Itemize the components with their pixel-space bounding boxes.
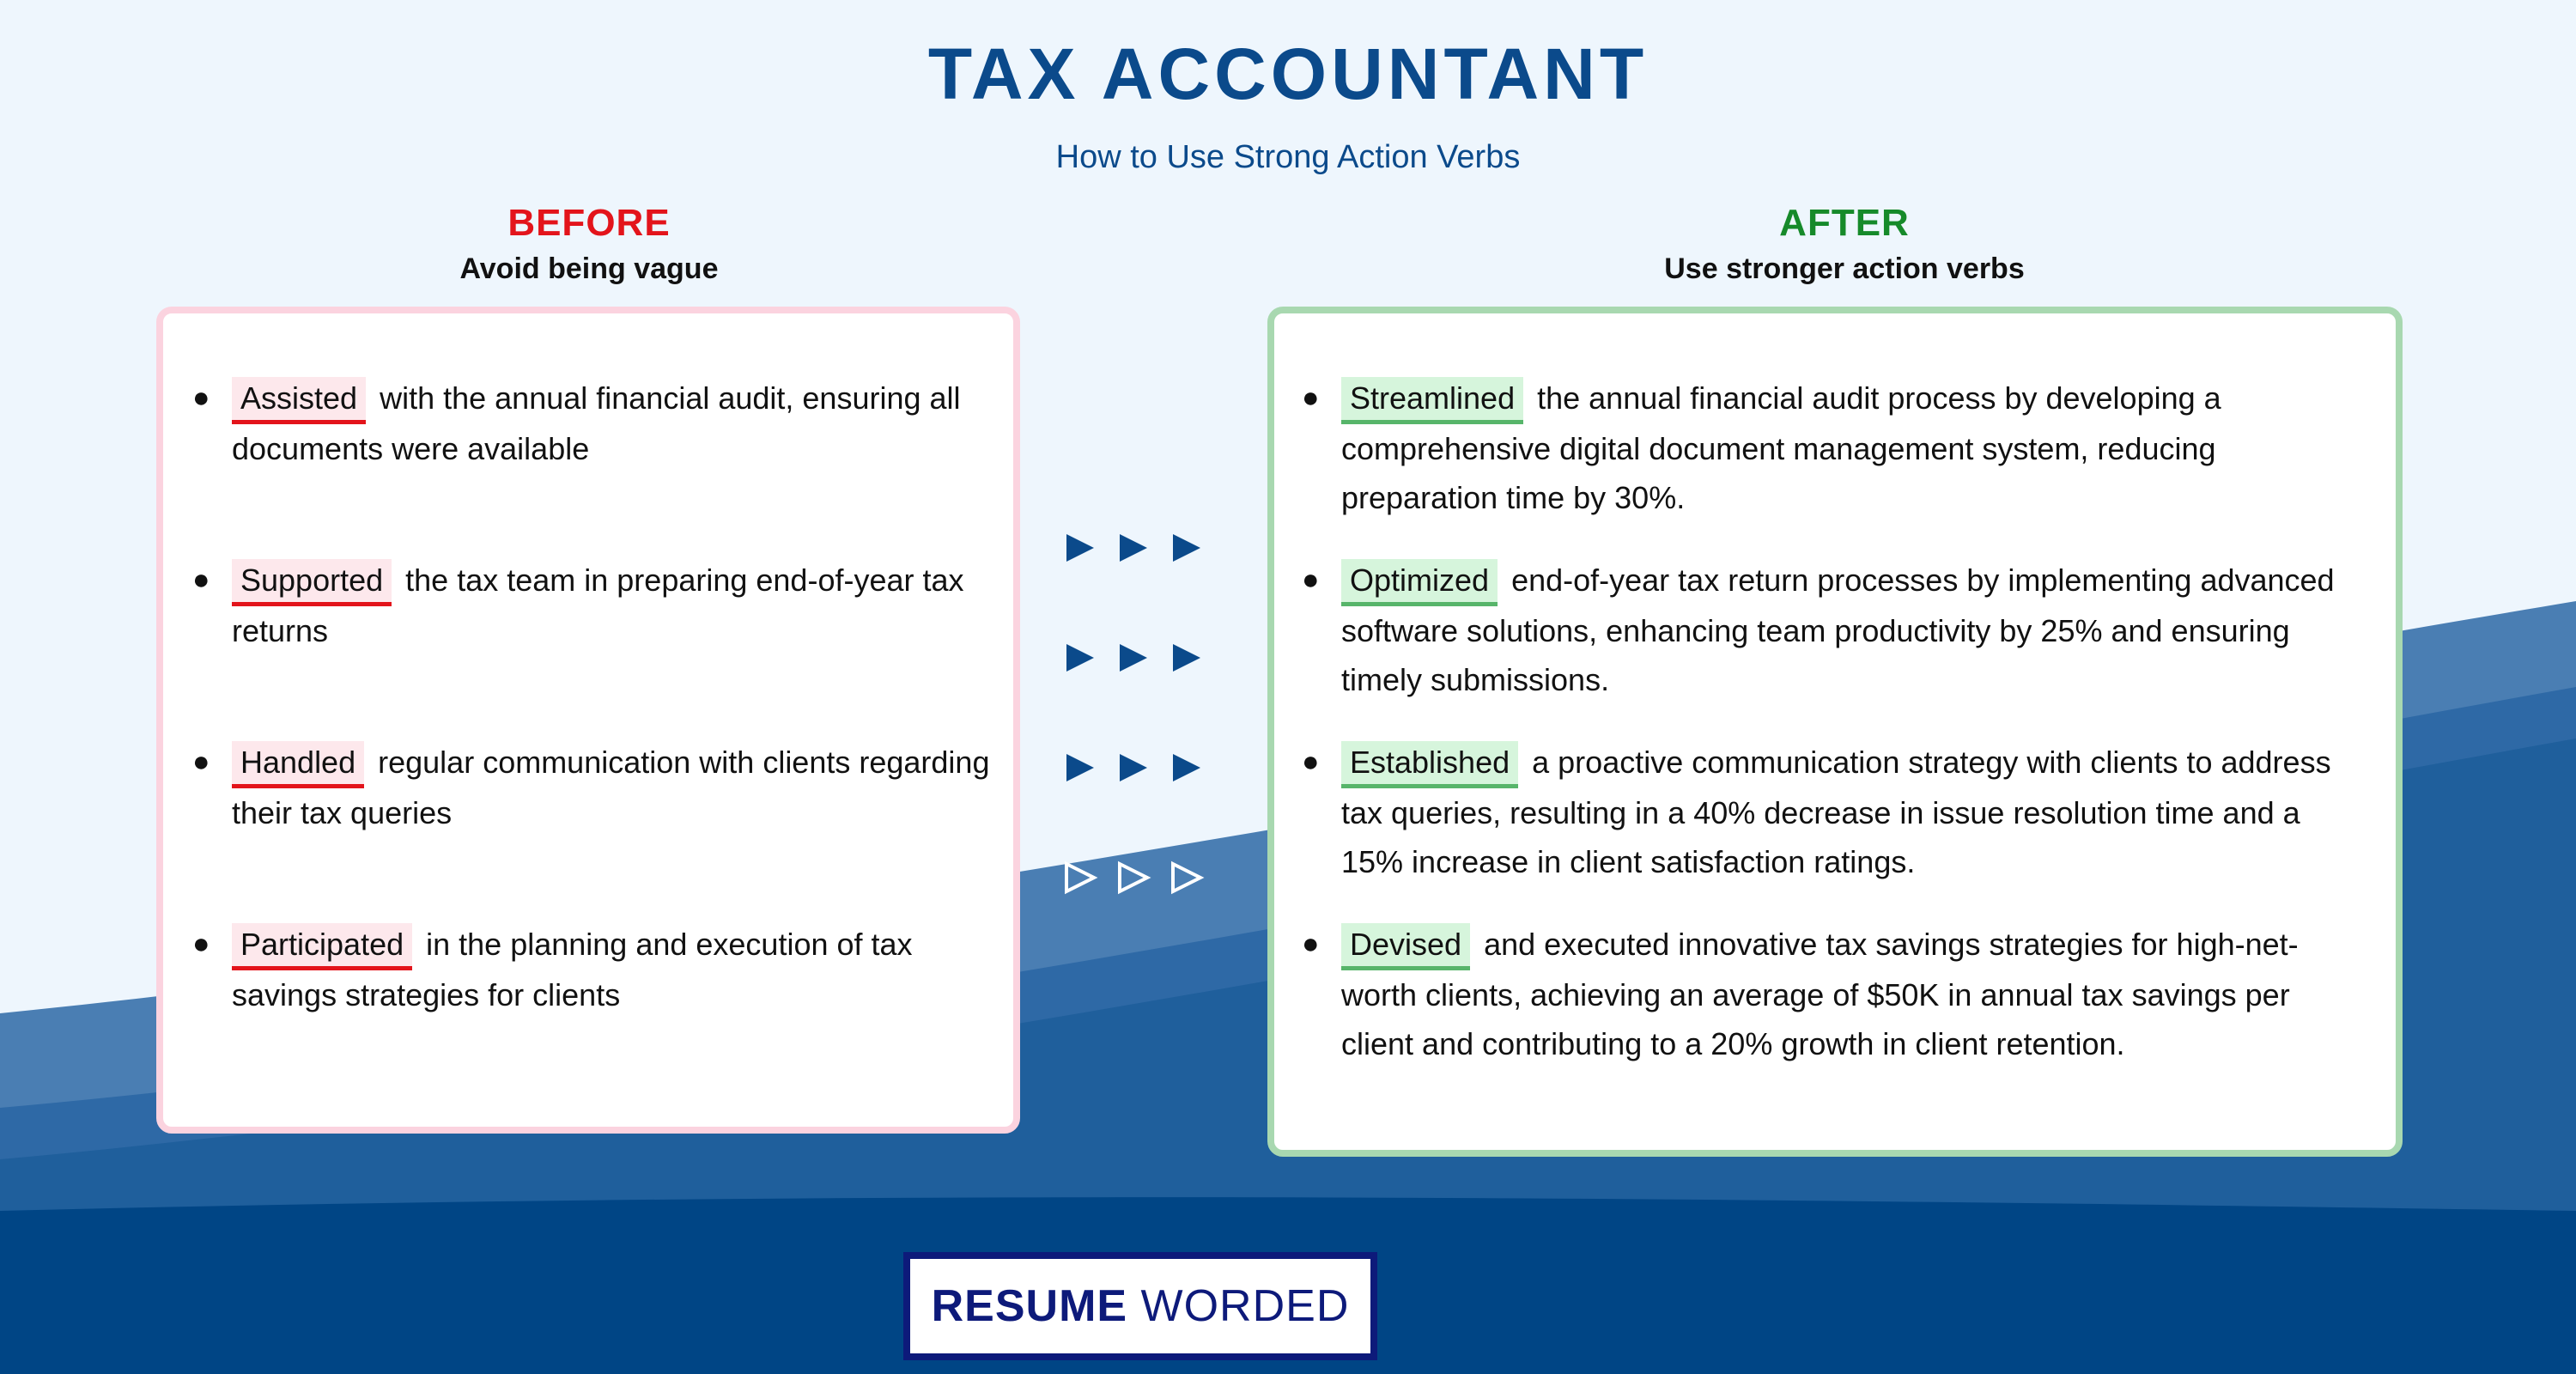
resume-worded-logo (903, 1252, 1377, 1360)
list-item (1302, 374, 2358, 522)
bullet: ● (1302, 381, 1320, 414)
list-item (1302, 738, 2358, 886)
triangle-arrow-outline-icon (1173, 864, 1200, 891)
after-header (1415, 204, 2274, 283)
triangle-arrow-icon (1173, 534, 1200, 562)
triangle-arrow-icon (1173, 754, 1200, 781)
triangle-arrow-icon (1120, 644, 1147, 672)
weak-verb: Supported (232, 559, 392, 606)
weak-verb: Participated (232, 923, 412, 970)
after-label: AFTER (1779, 202, 1910, 244)
item-text: with the annual financial audit, ensuring all documents were available (232, 380, 961, 466)
strong-verb: Optimized (1341, 559, 1498, 606)
triangle-arrow-icon (1120, 754, 1147, 781)
page-title: TAX ACCOUNTANT (927, 33, 1649, 114)
triangle-arrow-icon (1173, 644, 1200, 672)
after-panel (1267, 307, 2403, 1157)
triangle-arrow-icon (1066, 754, 1094, 781)
bullet: ● (192, 563, 210, 596)
strong-verb: Streamlined (1341, 377, 1523, 424)
triangle-arrow-icon (1066, 534, 1094, 562)
item-text: a proactive communication strategy with clients to address tax queries, resulting in a 40% decrease in issue resolution time and a 15% increase in client satisfaction ratings. (1341, 745, 2331, 879)
list-item (1302, 556, 2358, 704)
list-item (192, 556, 991, 655)
bullet: ● (192, 381, 210, 414)
list-item (192, 920, 991, 1019)
item-text: in the planning and execution of tax savings strategies for clients (232, 927, 913, 1012)
triangle-arrow-icon (1120, 534, 1147, 562)
arrow-group (1063, 751, 1209, 785)
list-item (192, 374, 991, 473)
bullet: ● (192, 927, 210, 960)
before-panel (156, 307, 1020, 1134)
bullet: ● (1302, 745, 1320, 778)
weak-verb: Handled (232, 741, 364, 788)
arrow-group (1063, 641, 1209, 675)
after-sublabel: Use stronger action verbs (1664, 252, 2025, 285)
strong-verb: Devised (1341, 923, 1470, 970)
item-text: the tax team in preparing end-of-year tax returns (232, 562, 964, 648)
strong-verb: Established (1341, 741, 1518, 788)
logo-bold-text: RESUME (931, 1281, 1128, 1331)
triangle-arrow-outline-icon (1120, 864, 1147, 891)
before-header (160, 204, 1018, 283)
item-text: the annual financial audit process by developing a comprehensive digital document management system, reducing preparation time by 30%. (1341, 380, 2221, 515)
item-text: regular communication with clients regarding their tax queries (232, 745, 990, 830)
before-label: BEFORE (507, 202, 671, 244)
bullet: ● (1302, 927, 1320, 960)
logo-light-text: WORDED (1140, 1281, 1350, 1331)
bullet: ● (1302, 563, 1320, 596)
triangle-arrow-outline-icon (1066, 864, 1094, 891)
bullet: ● (192, 745, 210, 778)
triangle-arrow-icon (1066, 644, 1094, 672)
item-text: end-of-year tax return processes by implementing advanced software solutions, enhancing team productivity by 25% and ensuring timely submissions. (1341, 562, 2335, 697)
before-sublabel: Avoid being vague (459, 252, 719, 285)
arrow-group (1063, 531, 1209, 565)
page-subtitle: How to Use Strong Action Verbs (1055, 139, 1521, 175)
item-text: and executed innovative tax savings strategies for high-net-worth clients, achieving an average of $50K in annual tax savings per client and contributing to a 20% growth in client retention. (1341, 927, 2299, 1061)
weak-verb: Assisted (232, 377, 366, 424)
arrow-group (1063, 860, 1209, 895)
list-item (1302, 920, 2358, 1068)
list-item (192, 738, 991, 837)
